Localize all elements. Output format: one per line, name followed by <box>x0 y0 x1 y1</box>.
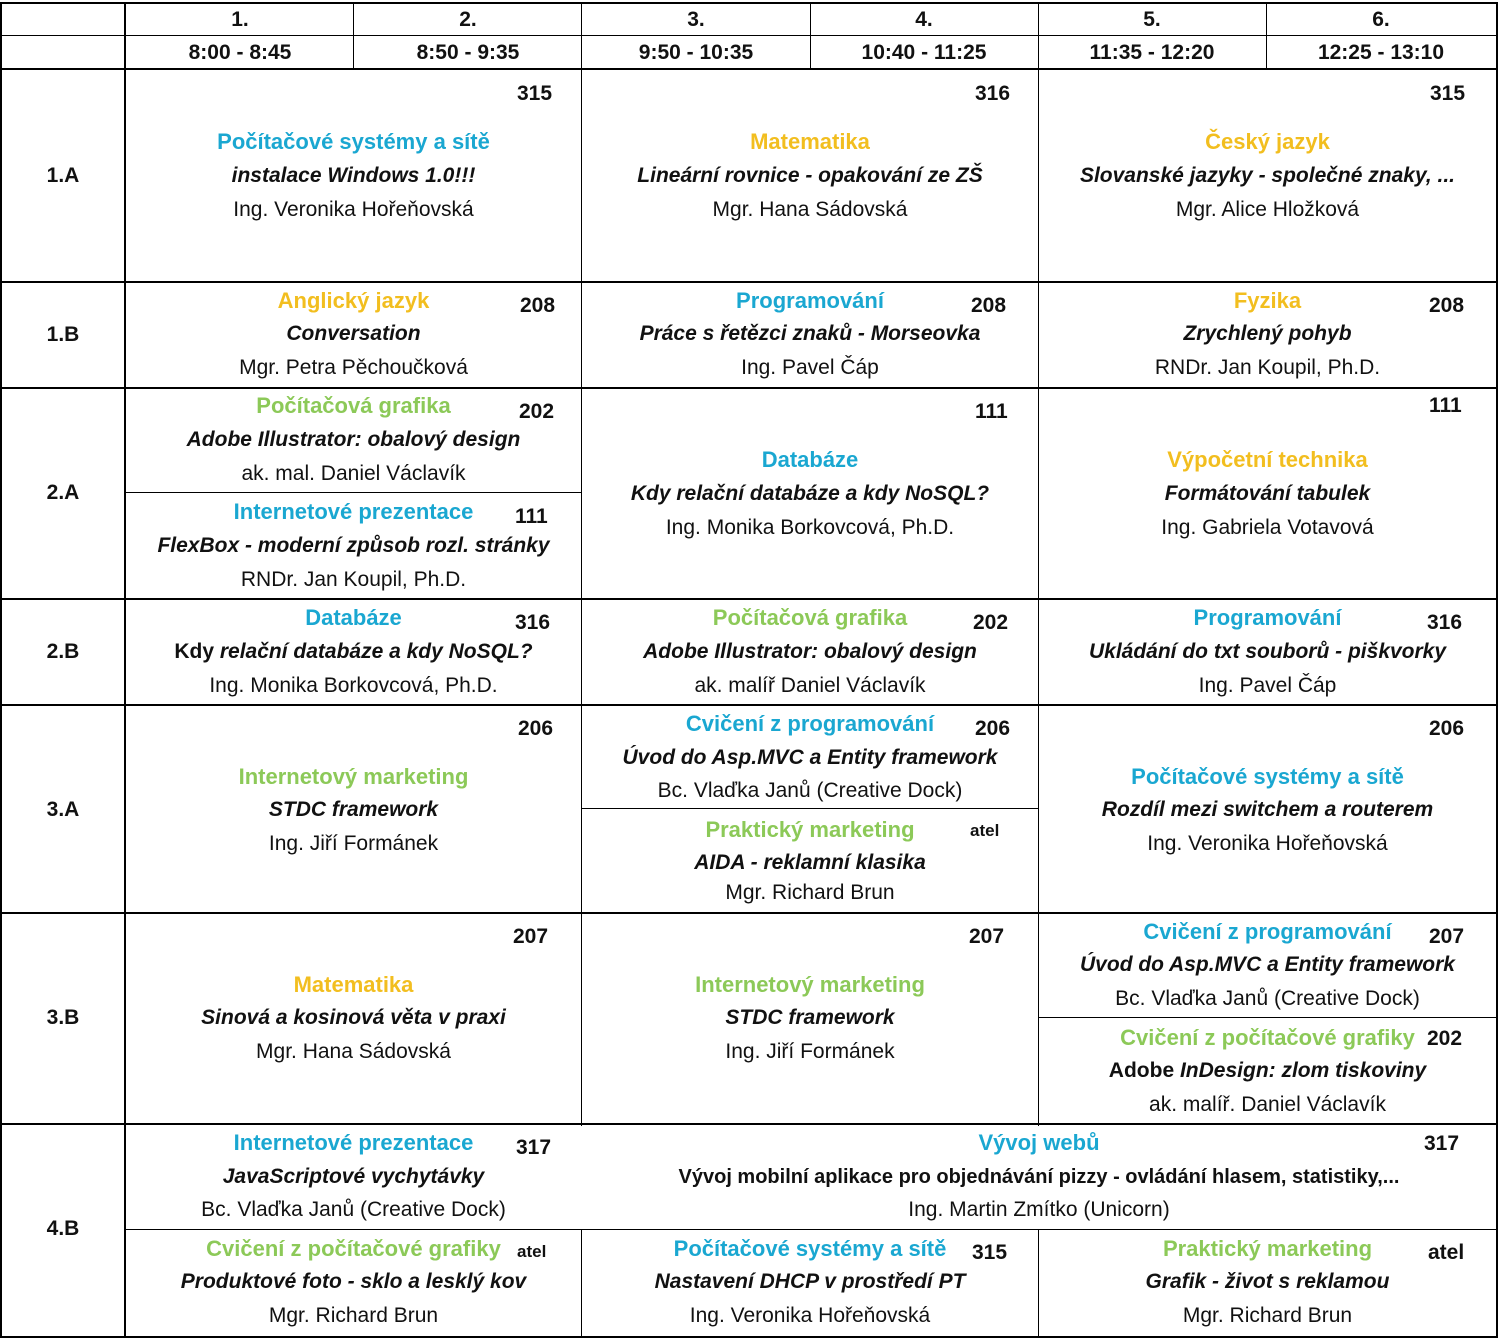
lesson-topic: STDC framework <box>268 798 439 821</box>
lesson-topic: Práce s řetězci znaků - Morseovka <box>639 322 981 345</box>
teacher-name: Ing. Pavel Čáp <box>1198 674 1337 697</box>
lesson-topic: Ukládání do txt souborů - piškvorky <box>1088 640 1447 663</box>
subject-title: Počítačové systémy a sítě <box>217 129 490 154</box>
lesson-cell[interactable] <box>1039 1018 1496 1123</box>
class-label: 3.B <box>46 1006 80 1029</box>
room-number: 208 <box>520 294 556 317</box>
teacher-name: Bc. Vlaďka Janů (Creative Dock) <box>657 779 963 802</box>
teacher-name: ak. malíř. Daniel Václavík <box>1149 1093 1386 1116</box>
subject-title: Internetový marketing <box>695 972 925 997</box>
subject-title: Počítačová grafika <box>712 605 908 630</box>
room-number: 207 <box>969 925 1005 948</box>
room-number: 206 <box>975 717 1011 740</box>
period-number: 1. <box>231 8 249 31</box>
lesson-cell[interactable] <box>582 706 1038 808</box>
teacher-name: Mgr. Richard Brun <box>725 881 895 904</box>
room-number: 316 <box>515 611 551 634</box>
lesson-cell[interactable] <box>1039 389 1496 598</box>
lesson-cell[interactable] <box>1039 600 1496 704</box>
teacher-name: Mgr. Hana Sádovská <box>256 1040 451 1063</box>
teacher-name: ak. malíř Daniel Václavík <box>694 674 926 697</box>
lesson-topic <box>126 639 581 665</box>
lesson-topic: Slovanské jazyky - společné znaky, ... <box>1079 164 1456 187</box>
teacher-name: Mgr. Hana Sádovská <box>712 198 908 221</box>
lesson-topic: Nastavení DHCP v prostředí PT <box>654 1270 966 1293</box>
grid-line <box>0 35 1498 36</box>
teacher-name: Ing. Veronika Hořeňovská <box>1147 832 1388 855</box>
teacher-name: Ing. Pavel Čáp <box>741 356 879 379</box>
lesson-cell[interactable] <box>582 810 1038 912</box>
teacher-name: Ing. Jiří Formánek <box>268 832 439 855</box>
class-label: 2.B <box>46 640 80 663</box>
room-number: 202 <box>1427 1027 1463 1050</box>
room-number: 207 <box>1429 925 1465 948</box>
lesson-topic: Adobe Illustrator: obalový design <box>643 640 977 663</box>
subject-title: Výpočetní technika <box>1167 447 1368 472</box>
teacher-name: Ing. Veronika Hořeňovská <box>689 1304 931 1327</box>
lesson-topic: Produktové foto - sklo a lesklý kov <box>180 1270 527 1293</box>
subject-title: Fyzika <box>1233 288 1302 313</box>
subject-title: Vývoj webů <box>978 1130 1100 1155</box>
lesson-cell[interactable] <box>1039 70 1496 281</box>
lesson-cell[interactable] <box>582 600 1038 704</box>
subject-title: Počítačové systémy a sítě <box>673 1236 947 1261</box>
room-number: atel <box>517 1242 547 1261</box>
room-number: 315 <box>1430 82 1466 105</box>
grid-line <box>126 1229 1498 1230</box>
subject-title: Cvičení z programování <box>1143 919 1392 944</box>
period-number: 3. <box>687 8 705 31</box>
period-time: 11:35 - 12:20 <box>1089 41 1215 64</box>
lesson-cell[interactable] <box>582 283 1038 387</box>
subject-title: Programování <box>736 288 884 313</box>
lesson-cell[interactable] <box>582 1125 1496 1229</box>
period-time: 9:50 - 10:35 <box>638 41 754 64</box>
class-label: 4.B <box>46 1217 80 1240</box>
topic-rest: InDesign: zlom tiskoviny <box>1179 1059 1427 1082</box>
lesson-topic: Conversation <box>286 322 421 345</box>
teacher-name: Ing. Jiří Formánek <box>725 1040 895 1063</box>
teacher-name: Ing. Veronika Hořeňovská <box>233 198 474 221</box>
lesson-topic: Formátování tabulek <box>1164 482 1371 505</box>
room-number: 317 <box>1424 1132 1460 1155</box>
room-number: 315 <box>517 82 553 105</box>
subject-title: Počítačová grafika <box>256 393 451 418</box>
lesson-topic: Vývoj mobilní aplikace pro objednávání pizzy - ovládání hlasem, statistiky,... <box>678 1166 1400 1188</box>
subject-title: Cvičení z počítačové grafiky <box>206 1236 501 1261</box>
lesson-topic <box>1039 1058 1496 1084</box>
lesson-cell[interactable] <box>126 706 581 912</box>
lesson-cell[interactable] <box>582 70 1038 281</box>
lesson-topic: Grafik - život s reklamou <box>1145 1270 1390 1293</box>
grid-line <box>0 2 2 1338</box>
room-number: 111 <box>975 400 1008 423</box>
lesson-topic: Úvod do Asp.MVC a Entity framework <box>1080 953 1455 976</box>
lesson-topic: FlexBox - moderní způsob rozl. stránky <box>157 534 550 557</box>
room-number: atel <box>970 821 1000 840</box>
grid-line <box>126 492 582 493</box>
class-label: 3.A <box>46 798 80 821</box>
period-number: 4. <box>915 8 933 31</box>
room-number: atel <box>1428 1241 1465 1264</box>
lesson-cell[interactable] <box>582 1231 1038 1336</box>
room-number: 111 <box>1429 394 1462 417</box>
lesson-topic: AIDA - reklamní klasika <box>694 851 926 874</box>
period-time: 8:00 - 8:45 <box>188 41 292 64</box>
teacher-name: RNDr. Jan Koupil, Ph.D. <box>240 568 467 591</box>
subject-title: Internetové prezentace <box>233 1130 474 1155</box>
lesson-cell[interactable] <box>126 70 581 281</box>
room-number: 202 <box>973 611 1009 634</box>
period-number: 6. <box>1372 8 1390 31</box>
subject-title: Počítačové systémy a sítě <box>1131 764 1404 789</box>
teacher-name: Ing. Monika Borkovcová, Ph.D. <box>209 674 498 697</box>
grid-line <box>0 2 1498 4</box>
period-time: 8:50 - 9:35 <box>416 41 520 64</box>
lesson-cell[interactable] <box>126 1125 581 1229</box>
room-number: 208 <box>1429 294 1465 317</box>
topic-lead: Adobe <box>1108 1059 1180 1082</box>
subject-title: Internetové prezentace <box>233 499 474 524</box>
period-time: 12:25 - 13:10 <box>1317 41 1445 64</box>
grid-line <box>582 808 1038 809</box>
lesson-cell[interactable] <box>126 600 581 704</box>
lesson-cell[interactable] <box>1039 706 1496 912</box>
lesson-cell[interactable] <box>126 1231 581 1336</box>
class-label: 2.A <box>46 481 80 504</box>
room-number: 206 <box>1429 717 1465 740</box>
period-number: 5. <box>1143 8 1161 31</box>
grid-line <box>0 1336 1498 1338</box>
lesson-topic: Zrychlený pohyb <box>1183 322 1352 345</box>
class-label: 1.B <box>46 323 80 346</box>
teacher-name: Mgr. Richard Brun <box>268 1304 439 1327</box>
subject-title: Praktický marketing <box>1162 1236 1373 1261</box>
subject-title: Internetový marketing <box>238 764 469 789</box>
grid-line <box>1496 2 1498 1338</box>
topic-lead: Kdy <box>174 640 215 663</box>
teacher-name: ak. mal. Daniel Václavík <box>241 462 466 485</box>
lesson-topic: Lineární rovnice - opakování ze ZŠ <box>637 164 983 187</box>
subject-title: Programování <box>1193 605 1342 630</box>
lesson-topic: Adobe Illustrator: obalový design <box>186 428 521 451</box>
teacher-name: Ing. Martin Zmítko (Unicorn) <box>908 1198 1170 1221</box>
lesson-topic: STDC framework <box>725 1006 895 1029</box>
lesson-cell[interactable] <box>1039 914 1496 1017</box>
lesson-topic: Kdy relační databáze a kdy NoSQL? <box>630 482 990 505</box>
lesson-topic: instalace Windows 1.0!!! <box>231 164 476 187</box>
class-label: 1.A <box>46 164 80 187</box>
lesson-cell[interactable] <box>126 283 581 387</box>
lesson-topic: JavaScriptové vychytávky <box>222 1165 485 1188</box>
subject-title: Matematika <box>750 129 870 154</box>
room-number: 111 <box>515 505 548 528</box>
teacher-name: Bc. Vlaďka Janů (Creative Dock) <box>201 1198 506 1221</box>
room-number: 208 <box>971 294 1007 317</box>
room-number: 206 <box>518 717 554 740</box>
period-time: 10:40 - 11:25 <box>861 41 987 64</box>
teacher-name: Bc. Vlaďka Janů (Creative Dock) <box>1115 987 1420 1010</box>
teacher-name: Mgr. Petra Pěchoučková <box>239 356 468 379</box>
room-number: 317 <box>516 1136 552 1159</box>
topic-rest: relační databáze a kdy NoSQL? <box>214 640 533 663</box>
lesson-cell[interactable] <box>126 494 581 598</box>
lesson-cell[interactable] <box>1039 283 1496 387</box>
period-number: 2. <box>459 8 477 31</box>
room-number: 315 <box>972 1241 1008 1264</box>
lesson-topic: Sinová a kosinová věta v praxi <box>201 1006 506 1029</box>
lesson-cell[interactable] <box>126 389 581 492</box>
lesson-cell[interactable] <box>126 914 581 1123</box>
subject-title: Cvičení z programování <box>685 711 935 736</box>
subject-title: Databáze <box>305 605 402 630</box>
lesson-cell[interactable] <box>582 389 1038 598</box>
teacher-name: Mgr. Richard Brun <box>1182 1304 1353 1327</box>
teacher-name: RNDr. Jan Koupil, Ph.D. <box>1154 356 1381 379</box>
subject-title: Český jazyk <box>1205 129 1330 154</box>
teacher-name: Ing. Gabriela Votavová <box>1161 516 1374 539</box>
subject-title: Anglický jazyk <box>277 288 430 313</box>
subject-title: Matematika <box>293 972 414 997</box>
subject-title: Databáze <box>761 447 859 472</box>
lesson-topic: Rozdíl mezi switchem a routerem <box>1101 798 1434 821</box>
teacher-name: Mgr. Alice Hložková <box>1175 198 1360 221</box>
room-number: 316 <box>975 82 1011 105</box>
lesson-cell[interactable] <box>1039 1231 1496 1336</box>
subject-title: Cvičení z počítačové grafiky <box>1120 1025 1415 1050</box>
room-number: 316 <box>1427 611 1463 634</box>
lesson-cell[interactable] <box>582 914 1038 1123</box>
lesson-topic: Úvod do Asp.MVC a Entity framework <box>622 746 998 769</box>
subject-title: Praktický marketing <box>705 817 915 842</box>
room-number: 202 <box>519 400 555 423</box>
room-number: 207 <box>513 925 549 948</box>
teacher-name: Ing. Monika Borkovcová, Ph.D. <box>665 516 955 539</box>
